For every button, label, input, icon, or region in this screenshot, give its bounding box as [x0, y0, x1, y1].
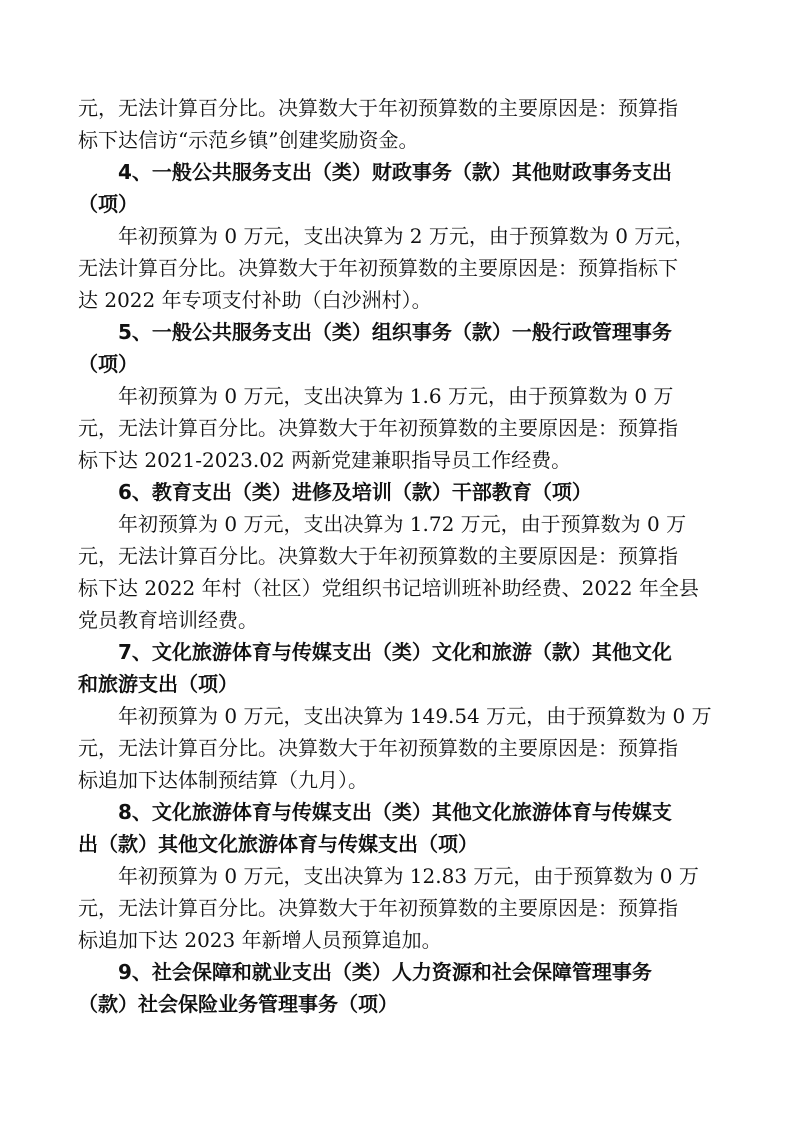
section-heading: 6、教育支出（类）进修及培训（款）干部教育（项）	[118, 480, 592, 504]
body-line: 元，无法计算百分比。决算数大于年初预算数的主要原因是：预算指	[78, 736, 678, 760]
section-heading: （款）社会保险业务管理事务（项）	[78, 992, 398, 1016]
body-line: 年初预算为 0 万元，支出决算为 2 万元，由于预算数为 0 万元，	[118, 224, 695, 248]
body-line: 达 2022 年专项支付补助（白沙洲村）。	[78, 288, 432, 312]
section-heading: 5、一般公共服务支出（类）组织事务（款）一般行政管理事务	[118, 320, 672, 344]
body-line: 年初预算为 0 万元，支出决算为 12.83 万元，由于预算数为 0 万	[118, 864, 699, 888]
body-line: 标追加下达体制预结算（九月）。	[78, 768, 368, 792]
body-line: 标下达 2022 年村（社区）党组织书记培训班补助经费、2022 年全县	[78, 576, 699, 600]
document-body	[78, 92, 720, 1020]
section-heading: 9、社会保障和就业支出（类）人力资源和社会保障管理事务	[118, 960, 652, 984]
body-line: 年初预算为 0 万元，支出决算为 149.54 万元，由于预算数为 0 万	[118, 704, 712, 728]
body-line: 元，无法计算百分比。决算数大于年初预算数的主要原因是：预算指	[78, 544, 678, 568]
section-heading: 和旅游支出（项）	[78, 672, 238, 696]
section-heading: （项）	[78, 192, 138, 216]
section-heading: 7、文化旅游体育与传媒支出（类）文化和旅游（款）其他文化	[118, 640, 672, 664]
body-line: 党员教育培训经费。	[78, 608, 258, 632]
body-line: 元，无法计算百分比。决算数大于年初预算数的主要原因是：预算指	[78, 896, 678, 920]
body-line: 标下达信访“示范乡镇”创建奖励资金。	[78, 128, 419, 152]
body-line: 元，无法计算百分比。决算数大于年初预算数的主要原因是：预算指	[78, 416, 678, 440]
section-heading: 4、一般公共服务支出（类）财政事务（款）其他财政事务支出	[118, 160, 672, 184]
body-line: 年初预算为 0 万元，支出决算为 1.6 万元，由于预算数为 0 万	[118, 384, 674, 408]
body-line: 无法计算百分比。决算数大于年初预算数的主要原因是：预算指标下	[78, 256, 678, 280]
body-line: 标下达 2021-2023.02 两新党建兼职指导员工作经费。	[78, 448, 572, 472]
body-line: 年初预算为 0 万元，支出决算为 1.72 万元，由于预算数为 0 万	[118, 512, 687, 536]
section-heading: （项）	[78, 352, 138, 376]
body-line: 标追加下达 2023 年新增人员预算追加。	[78, 928, 442, 952]
section-heading: 8、文化旅游体育与传媒支出（类）其他文化旅游体育与传媒支	[118, 800, 672, 824]
section-heading: 出（款）其他文化旅游体育与传媒支出（项）	[78, 832, 478, 856]
body-line: 元，无法计算百分比。决算数大于年初预算数的主要原因是：预算指	[78, 96, 678, 120]
